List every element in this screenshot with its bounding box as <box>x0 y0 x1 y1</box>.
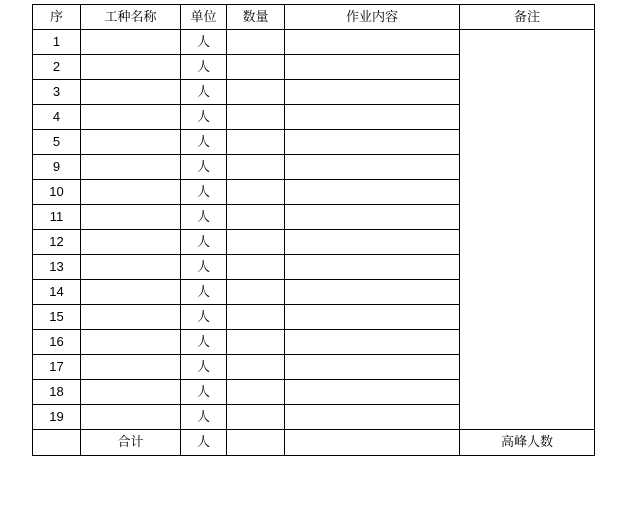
cell-name[interactable] <box>81 180 181 205</box>
cell-qty[interactable] <box>227 105 285 130</box>
cell-qty[interactable] <box>227 405 285 430</box>
cell-name[interactable] <box>81 330 181 355</box>
cell-work[interactable] <box>285 155 460 180</box>
cell-unit: 人 <box>181 155 227 180</box>
cell-work[interactable] <box>285 405 460 430</box>
cell-seq: 13 <box>33 255 81 280</box>
cell-work[interactable] <box>285 280 460 305</box>
cell-seq: 17 <box>33 355 81 380</box>
cell-seq: 1 <box>33 30 81 55</box>
cell-work[interactable] <box>285 305 460 330</box>
cell-qty[interactable] <box>227 180 285 205</box>
cell-seq: 9 <box>33 155 81 180</box>
cell-unit: 人 <box>181 380 227 405</box>
cell-unit: 人 <box>181 55 227 80</box>
cell-total-unit: 人 <box>181 430 227 456</box>
header-row <box>33 5 595 30</box>
document-page <box>0 4 627 506</box>
header-qty: 数量 <box>227 5 285 30</box>
cell-peak-count-label: 高峰人数 <box>460 430 595 456</box>
cell-seq: 5 <box>33 130 81 155</box>
cell-name[interactable] <box>81 105 181 130</box>
cell-qty[interactable] <box>227 305 285 330</box>
cell-work[interactable] <box>285 105 460 130</box>
cell-seq: 3 <box>33 80 81 105</box>
cell-unit: 人 <box>181 330 227 355</box>
cell-name[interactable] <box>81 80 181 105</box>
cell-qty[interactable] <box>227 380 285 405</box>
cell-work[interactable] <box>285 180 460 205</box>
cell-name[interactable] <box>81 55 181 80</box>
cell-unit: 人 <box>181 405 227 430</box>
cell-qty[interactable] <box>227 130 285 155</box>
header-unit: 单位 <box>181 5 227 30</box>
cell-name[interactable] <box>81 305 181 330</box>
cell-name[interactable] <box>81 155 181 180</box>
cell-work[interactable] <box>285 80 460 105</box>
cell-name[interactable] <box>81 280 181 305</box>
cell-work[interactable] <box>285 130 460 155</box>
cell-qty[interactable] <box>227 30 285 55</box>
cell-name[interactable] <box>81 380 181 405</box>
total-row <box>33 430 595 456</box>
cell-unit: 人 <box>181 30 227 55</box>
header-note: 备注 <box>460 5 595 30</box>
cell-seq: 16 <box>33 330 81 355</box>
table-header <box>33 5 595 30</box>
cell-work[interactable] <box>285 230 460 255</box>
cell-total-qty[interactable] <box>227 430 285 456</box>
cell-unit: 人 <box>181 305 227 330</box>
cell-total-seq <box>33 430 81 456</box>
cell-qty[interactable] <box>227 80 285 105</box>
cell-unit: 人 <box>181 105 227 130</box>
cell-seq: 14 <box>33 280 81 305</box>
table-row <box>33 30 595 55</box>
cell-seq: 2 <box>33 55 81 80</box>
cell-work[interactable] <box>285 30 460 55</box>
cell-seq: 18 <box>33 380 81 405</box>
header-work: 作业内容 <box>285 5 460 30</box>
cell-name[interactable] <box>81 405 181 430</box>
cell-work[interactable] <box>285 330 460 355</box>
header-seq: 序 <box>33 5 81 30</box>
cell-unit: 人 <box>181 355 227 380</box>
cell-seq: 4 <box>33 105 81 130</box>
table-body <box>33 30 595 456</box>
cell-seq: 15 <box>33 305 81 330</box>
cell-unit: 人 <box>181 205 227 230</box>
cell-name[interactable] <box>81 230 181 255</box>
cell-seq: 19 <box>33 405 81 430</box>
cell-work[interactable] <box>285 255 460 280</box>
cell-unit: 人 <box>181 230 227 255</box>
cell-qty[interactable] <box>227 230 285 255</box>
cell-qty[interactable] <box>227 255 285 280</box>
cell-unit: 人 <box>181 130 227 155</box>
cell-name[interactable] <box>81 255 181 280</box>
cell-work[interactable] <box>285 380 460 405</box>
cell-name[interactable] <box>81 355 181 380</box>
cell-qty[interactable] <box>227 280 285 305</box>
cell-unit: 人 <box>181 255 227 280</box>
cell-qty[interactable] <box>227 205 285 230</box>
cell-name[interactable] <box>81 130 181 155</box>
cell-unit: 人 <box>181 180 227 205</box>
cell-unit: 人 <box>181 80 227 105</box>
cell-work[interactable] <box>285 205 460 230</box>
cell-name[interactable] <box>81 30 181 55</box>
cell-qty[interactable] <box>227 355 285 380</box>
cell-seq: 11 <box>33 205 81 230</box>
cell-qty[interactable] <box>227 330 285 355</box>
cell-note-merged[interactable] <box>460 30 595 430</box>
cell-qty[interactable] <box>227 55 285 80</box>
cell-work[interactable] <box>285 55 460 80</box>
cell-name[interactable] <box>81 205 181 230</box>
cell-total-work[interactable] <box>285 430 460 456</box>
cell-total-label: 合计 <box>81 430 181 456</box>
cell-seq: 10 <box>33 180 81 205</box>
cell-qty[interactable] <box>227 155 285 180</box>
cell-unit: 人 <box>181 280 227 305</box>
cell-seq: 12 <box>33 230 81 255</box>
cell-work[interactable] <box>285 355 460 380</box>
worker-type-table <box>32 4 595 456</box>
header-name: 工种名称 <box>81 5 181 30</box>
